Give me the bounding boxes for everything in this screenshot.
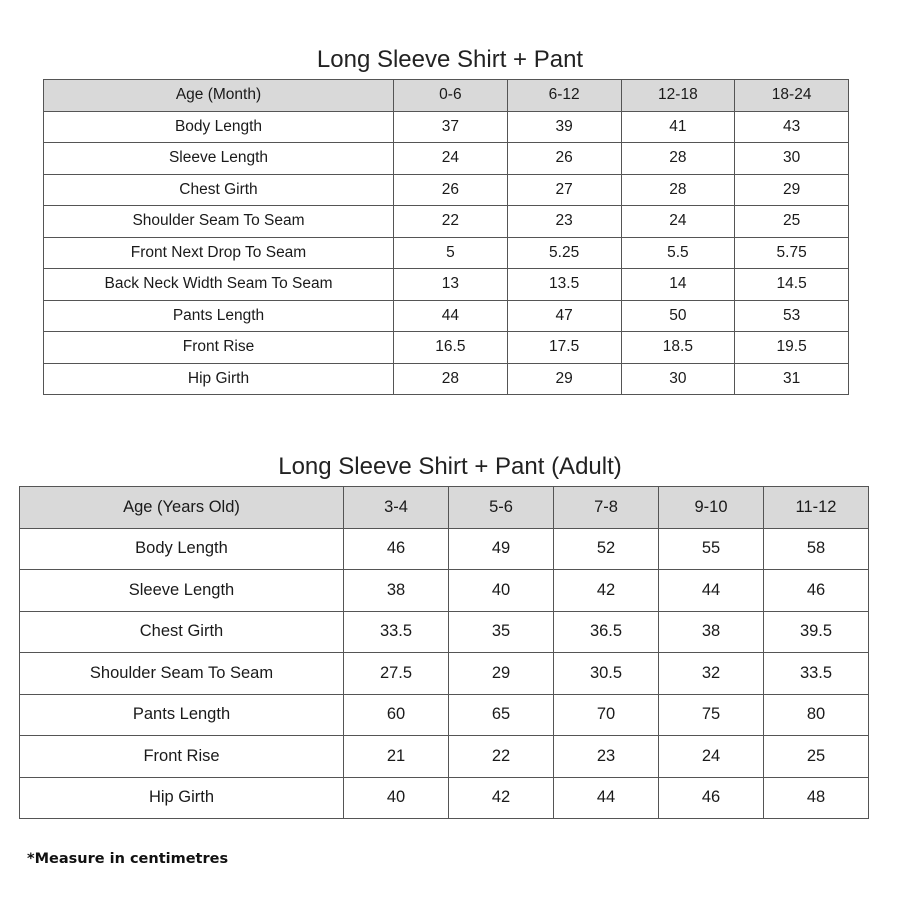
measurement-value: 14 <box>621 269 735 301</box>
measurement-value: 42 <box>554 570 659 612</box>
table-row <box>20 777 869 819</box>
measurement-label: Shoulder Seam To Seam <box>20 653 344 695</box>
measurement-value: 30 <box>621 363 735 395</box>
measurement-value: 43 <box>735 111 849 143</box>
measurement-label: Chest Girth <box>20 611 344 653</box>
measurement-value: 13.5 <box>507 269 621 301</box>
table-row <box>20 653 869 695</box>
header-row <box>44 80 849 112</box>
measurement-value: 50 <box>621 300 735 332</box>
measurement-value: 5.5 <box>621 237 735 269</box>
measurement-value: 48 <box>764 777 869 819</box>
measurement-value: 80 <box>764 694 869 736</box>
measurement-value: 28 <box>621 174 735 206</box>
table-title-months: Long Sleeve Shirt + Pant <box>316 46 584 73</box>
measurement-value: 32 <box>659 653 764 695</box>
footnote: *Measure in centimetres <box>27 851 229 867</box>
measurement-value: 40 <box>344 777 449 819</box>
table-row <box>20 570 869 612</box>
measurement-value: 40 <box>449 570 554 612</box>
measurement-value: 33.5 <box>764 653 869 695</box>
measurement-value: 36.5 <box>554 611 659 653</box>
measurement-value: 30.5 <box>554 653 659 695</box>
measurement-value: 55 <box>659 528 764 570</box>
measurement-value: 24 <box>394 143 508 175</box>
column-header-age: Age (Month) <box>44 80 394 112</box>
measurement-label: Chest Girth <box>44 174 394 206</box>
measurement-value: 25 <box>764 736 869 778</box>
measurement-label: Sleeve Length <box>20 570 344 612</box>
measurement-value: 5.25 <box>507 237 621 269</box>
measurement-label: Hip Girth <box>20 777 344 819</box>
column-header-size: 11-12 <box>764 487 869 529</box>
measurement-value: 29 <box>507 363 621 395</box>
table-row <box>44 363 849 395</box>
column-header-size: 6-12 <box>507 80 621 112</box>
measurement-label: Front Rise <box>20 736 344 778</box>
table-row <box>20 736 869 778</box>
measurement-label: Hip Girth <box>44 363 394 395</box>
measurement-value: 27 <box>507 174 621 206</box>
measurement-value: 29 <box>735 174 849 206</box>
measurement-value: 22 <box>394 206 508 238</box>
measurement-value: 13 <box>394 269 508 301</box>
measurement-label: Shoulder Seam To Seam <box>44 206 394 238</box>
measurement-value: 31 <box>735 363 849 395</box>
table-row <box>20 611 869 653</box>
table-row <box>44 111 849 143</box>
measurement-value: 58 <box>764 528 869 570</box>
measurement-value: 38 <box>659 611 764 653</box>
measurement-value: 41 <box>621 111 735 143</box>
measurement-value: 30 <box>735 143 849 175</box>
measurement-value: 49 <box>449 528 554 570</box>
measurement-value: 46 <box>764 570 869 612</box>
measurement-value: 19.5 <box>735 332 849 364</box>
measurement-value: 24 <box>659 736 764 778</box>
measurement-value: 39.5 <box>764 611 869 653</box>
measurement-label: Front Next Drop To Seam <box>44 237 394 269</box>
table-row <box>44 206 849 238</box>
measurement-label: Pants Length <box>44 300 394 332</box>
measurement-value: 5 <box>394 237 508 269</box>
measurement-label: Body Length <box>20 528 344 570</box>
column-header-age: Age (Years Old) <box>20 487 344 529</box>
measurement-value: 21 <box>344 736 449 778</box>
measurement-value: 65 <box>449 694 554 736</box>
measurement-value: 33.5 <box>344 611 449 653</box>
header-row <box>20 487 869 529</box>
measurement-value: 26 <box>507 143 621 175</box>
column-header-size: 9-10 <box>659 487 764 529</box>
measurement-value: 25 <box>735 206 849 238</box>
measurement-value: 27.5 <box>344 653 449 695</box>
measurement-value: 22 <box>449 736 554 778</box>
measurement-value: 26 <box>394 174 508 206</box>
measurement-value: 14.5 <box>735 269 849 301</box>
table-title-adult: Long Sleeve Shirt + Pant (Adult) <box>278 453 622 480</box>
measurement-value: 39 <box>507 111 621 143</box>
measurement-value: 38 <box>344 570 449 612</box>
measurement-value: 53 <box>735 300 849 332</box>
measurement-value: 37 <box>394 111 508 143</box>
measurement-value: 44 <box>394 300 508 332</box>
table-row <box>44 237 849 269</box>
measurement-value: 47 <box>507 300 621 332</box>
measurement-value: 46 <box>344 528 449 570</box>
column-header-size: 7-8 <box>554 487 659 529</box>
measurement-label: Sleeve Length <box>44 143 394 175</box>
size-table-months <box>43 79 849 395</box>
table-row <box>44 174 849 206</box>
table-row <box>20 694 869 736</box>
measurement-value: 23 <box>554 736 659 778</box>
measurement-value: 28 <box>394 363 508 395</box>
measurement-value: 16.5 <box>394 332 508 364</box>
column-header-size: 0-6 <box>394 80 508 112</box>
table-row <box>44 269 849 301</box>
measurement-value: 35 <box>449 611 554 653</box>
measurement-value: 70 <box>554 694 659 736</box>
table-row <box>44 300 849 332</box>
measurement-value: 23 <box>507 206 621 238</box>
column-header-size: 18-24 <box>735 80 849 112</box>
measurement-value: 44 <box>659 570 764 612</box>
table-row <box>44 332 849 364</box>
measurement-value: 42 <box>449 777 554 819</box>
measurement-label: Pants Length <box>20 694 344 736</box>
measurement-value: 5.75 <box>735 237 849 269</box>
measurement-label: Back Neck Width Seam To Seam <box>44 269 394 301</box>
measurement-value: 60 <box>344 694 449 736</box>
size-table-adult <box>19 486 869 819</box>
measurement-value: 44 <box>554 777 659 819</box>
measurement-value: 46 <box>659 777 764 819</box>
measurement-value: 24 <box>621 206 735 238</box>
table-row <box>20 528 869 570</box>
measurement-value: 18.5 <box>621 332 735 364</box>
column-header-size: 12-18 <box>621 80 735 112</box>
measurement-value: 52 <box>554 528 659 570</box>
measurement-label: Front Rise <box>44 332 394 364</box>
measurement-value: 75 <box>659 694 764 736</box>
table-row <box>44 143 849 175</box>
column-header-size: 5-6 <box>449 487 554 529</box>
measurement-value: 28 <box>621 143 735 175</box>
column-header-size: 3-4 <box>344 487 449 529</box>
measurement-label: Body Length <box>44 111 394 143</box>
measurement-value: 29 <box>449 653 554 695</box>
measurement-value: 17.5 <box>507 332 621 364</box>
